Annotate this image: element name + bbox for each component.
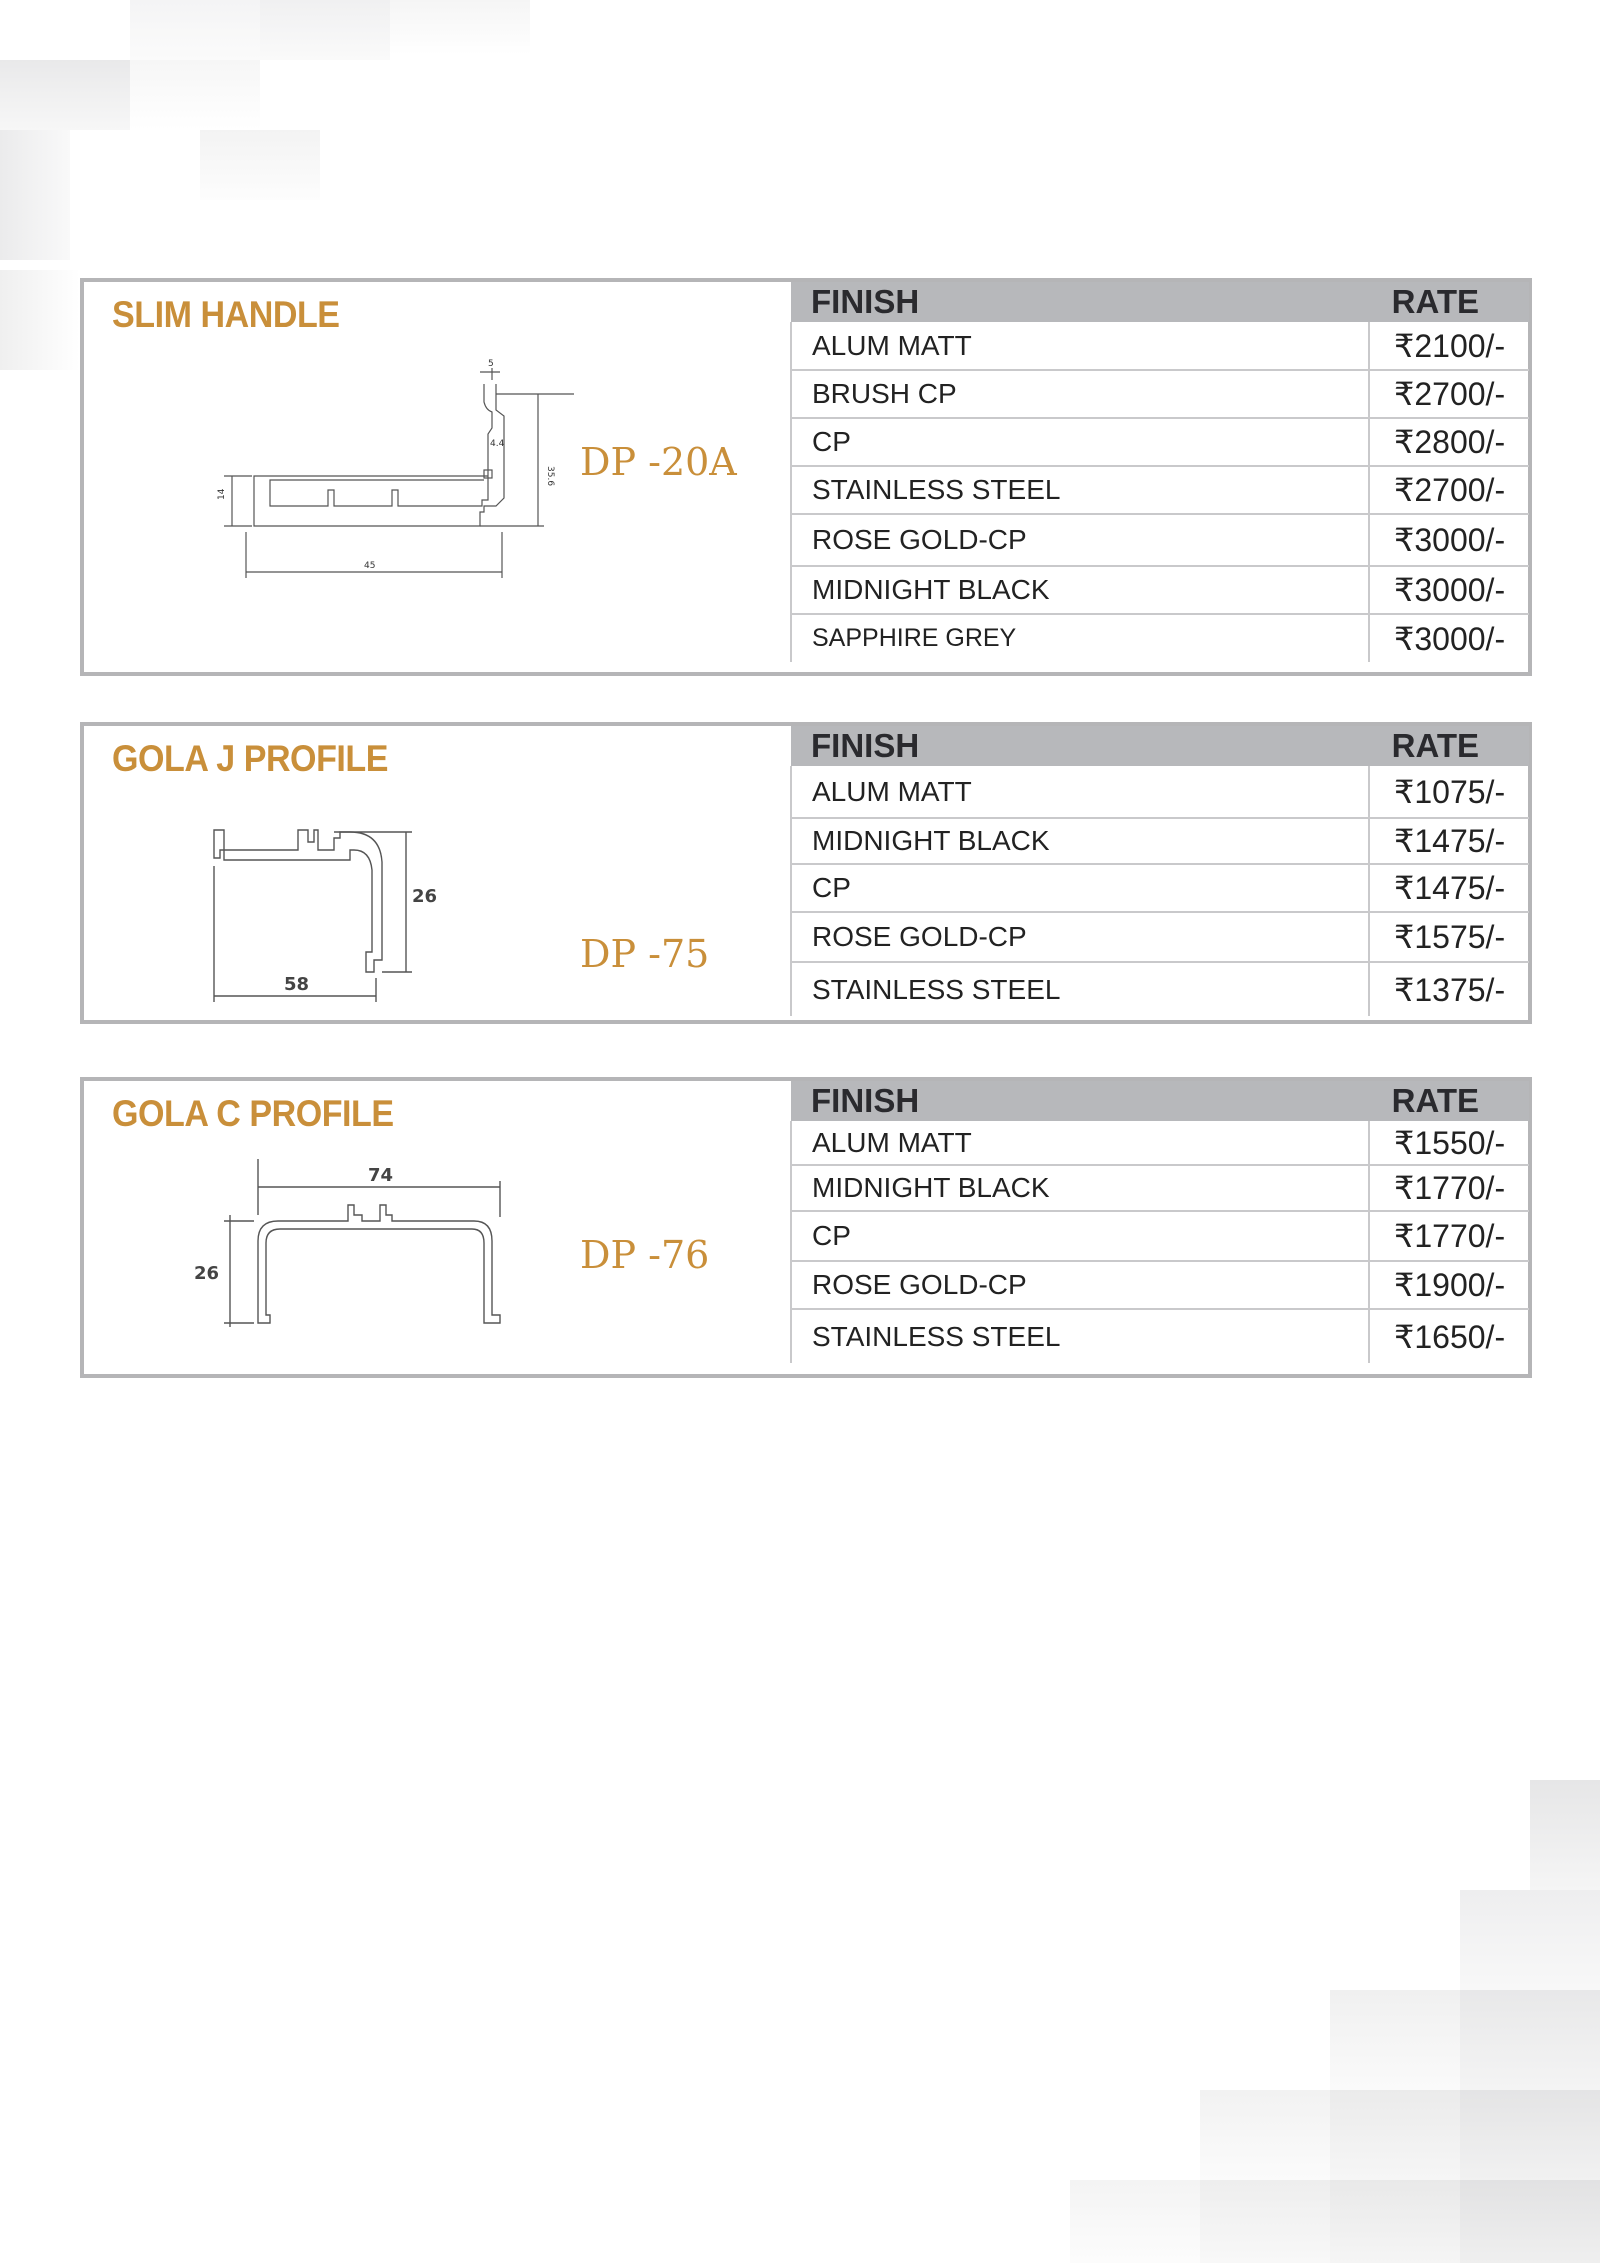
- rate-cell: ₹3000/-: [1369, 514, 1529, 566]
- product-code: DP -76: [580, 1233, 710, 1277]
- gola-j-profile-section: [80, 722, 1532, 1024]
- slim-handle-profile-drawing: [184, 350, 555, 610]
- rate-cell: ₹1900/-: [1369, 1261, 1529, 1309]
- gola-c-profile-section: [80, 1077, 1532, 1378]
- finish-cell: STAINLESS STEEL: [791, 466, 1369, 514]
- gola-c-profile-drawing: [174, 1159, 514, 1339]
- finish-cell: CP: [791, 1211, 1369, 1261]
- product-code: DP -75: [580, 932, 710, 976]
- table-row: [791, 1211, 1529, 1261]
- rate-column-header: RATE: [1369, 726, 1529, 766]
- gola-j-price-table: [790, 726, 1529, 1016]
- dimension-label: 26: [412, 886, 438, 907]
- rate-column-header: RATE: [1369, 282, 1529, 322]
- table-row: [791, 322, 1529, 370]
- section-title: GOLA J PROFILE: [112, 738, 388, 779]
- rate-cell: ₹1650/-: [1369, 1309, 1529, 1363]
- finish-cell: ALUM MATT: [791, 322, 1369, 370]
- gola-c-price-table: [790, 1081, 1529, 1363]
- rate-cell: ₹1575/-: [1369, 912, 1529, 962]
- table-row: [791, 614, 1529, 662]
- dimension-label: 5: [488, 359, 494, 369]
- rate-cell: ₹2800/-: [1369, 418, 1529, 466]
- table-row: [791, 514, 1529, 566]
- finish-cell: STAINLESS STEEL: [791, 962, 1369, 1016]
- table-row: [791, 466, 1529, 514]
- finish-cell: BRUSH CP: [791, 370, 1369, 418]
- slim-handle-section: [80, 278, 1532, 676]
- rate-cell: ₹1075/-: [1369, 766, 1529, 818]
- finish-cell: STAINLESS STEEL: [791, 1309, 1369, 1363]
- table-row: [791, 962, 1529, 1016]
- table-row: [791, 766, 1529, 818]
- rate-cell: ₹3000/-: [1369, 566, 1529, 614]
- table-header-row: [791, 282, 1529, 322]
- table-row: [791, 566, 1529, 614]
- finish-column-header: FINISH: [791, 282, 1369, 322]
- section-title: GOLA C PROFILE: [112, 1093, 394, 1134]
- table-row: [791, 864, 1529, 912]
- finish-column-header: FINISH: [791, 1081, 1369, 1121]
- table-row: [791, 1261, 1529, 1309]
- table-row: [791, 1165, 1529, 1211]
- rate-cell: ₹2700/-: [1369, 370, 1529, 418]
- dimension-label: 74: [368, 1165, 394, 1186]
- finish-cell: MIDNIGHT BLACK: [791, 566, 1369, 614]
- rate-cell: ₹1375/-: [1369, 962, 1529, 1016]
- rate-cell: ₹1550/-: [1369, 1121, 1529, 1165]
- finish-cell: ALUM MATT: [791, 1121, 1369, 1165]
- finish-cell: ROSE GOLD-CP: [791, 912, 1369, 962]
- rate-cell: ₹3000/-: [1369, 614, 1529, 662]
- dimension-label: 45: [364, 561, 376, 571]
- gola-c-profile-panel: [84, 1081, 790, 1374]
- finish-cell: ROSE GOLD-CP: [791, 1261, 1369, 1309]
- slim-handle-profile-panel: [84, 282, 790, 672]
- finish-cell: ALUM MATT: [791, 766, 1369, 818]
- table-header-row: [791, 1081, 1529, 1121]
- dimension-label: 4.4: [490, 439, 505, 449]
- table-row: [791, 1121, 1529, 1165]
- table-header-row: [791, 726, 1529, 766]
- finish-cell: MIDNIGHT BLACK: [791, 1165, 1369, 1211]
- rate-cell: ₹1475/-: [1369, 864, 1529, 912]
- finish-cell: CP: [791, 864, 1369, 912]
- finish-cell: ROSE GOLD-CP: [791, 514, 1369, 566]
- slim-handle-price-table: [790, 282, 1529, 662]
- gola-j-profile-panel: [84, 726, 790, 1020]
- finish-cell: MIDNIGHT BLACK: [791, 818, 1369, 864]
- dimension-label: 26: [194, 1263, 220, 1284]
- rate-cell: ₹2100/-: [1369, 322, 1529, 370]
- table-row: [791, 818, 1529, 864]
- rate-column-header: RATE: [1369, 1081, 1529, 1121]
- table-row: [791, 418, 1529, 466]
- gola-j-profile-drawing: [184, 822, 484, 1002]
- product-code: DP -20A: [580, 440, 737, 484]
- rate-cell: ₹2700/-: [1369, 466, 1529, 514]
- section-title: SLIM HANDLE: [112, 294, 340, 335]
- dimension-label: 14: [217, 488, 227, 500]
- rate-cell: ₹1770/-: [1369, 1211, 1529, 1261]
- finish-cell: SAPPHIRE GREY: [791, 614, 1369, 662]
- table-row: [791, 1309, 1529, 1363]
- rate-cell: ₹1475/-: [1369, 818, 1529, 864]
- rate-cell: ₹1770/-: [1369, 1165, 1529, 1211]
- dimension-label: 35.6: [545, 466, 555, 487]
- finish-column-header: FINISH: [791, 726, 1369, 766]
- table-row: [791, 370, 1529, 418]
- background-pattern-bottom-right: [900, 1740, 1600, 2263]
- finish-cell: CP: [791, 418, 1369, 466]
- table-row: [791, 912, 1529, 962]
- dimension-label: 58: [284, 974, 310, 995]
